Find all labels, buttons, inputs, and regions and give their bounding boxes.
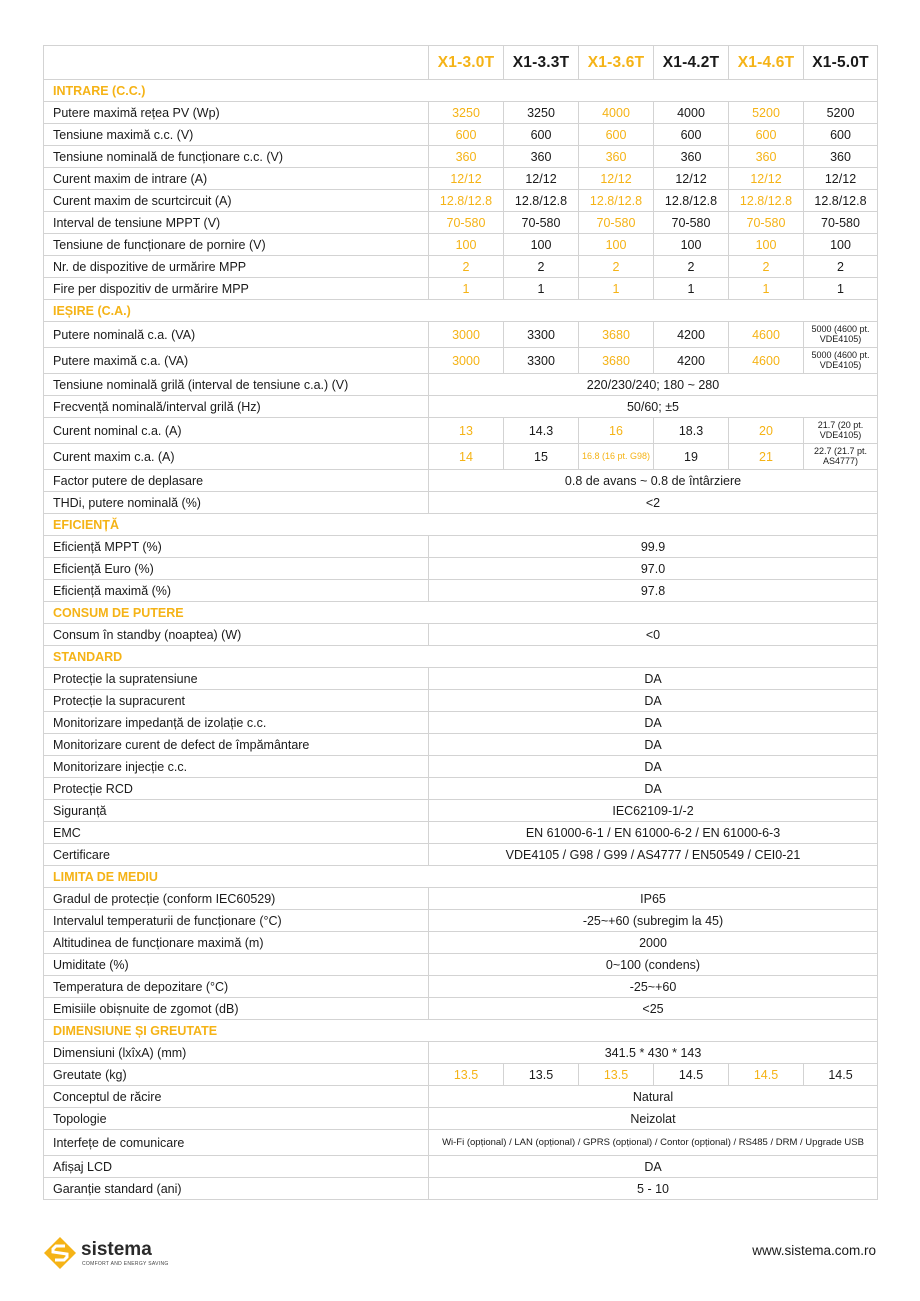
spec-value: 360 bbox=[579, 146, 654, 168]
spec-row bbox=[44, 190, 878, 212]
spec-value: 4600 bbox=[729, 322, 804, 348]
spec-value-merged: DA bbox=[429, 712, 878, 734]
spec-value-merged: DA bbox=[429, 668, 878, 690]
spec-value: 12.8/12.8 bbox=[654, 190, 729, 212]
spec-value: 21.7 (20 pt. VDE4105) bbox=[804, 418, 878, 444]
spec-value: 70-580 bbox=[579, 212, 654, 234]
spec-value: 14.5 bbox=[729, 1064, 804, 1086]
spec-row bbox=[44, 668, 878, 690]
spec-value: 12.8/12.8 bbox=[804, 190, 878, 212]
spec-value: 1 bbox=[804, 278, 878, 300]
spec-value: 2 bbox=[429, 256, 504, 278]
model-header-x1-4.6t: X1-4.6T bbox=[729, 46, 804, 80]
spec-row bbox=[44, 888, 878, 910]
spec-value: 70-580 bbox=[504, 212, 579, 234]
section-heading: IEȘIRE (C.A.) bbox=[44, 300, 878, 322]
spec-label: Curent maxim de scurtcircuit (A) bbox=[44, 190, 429, 212]
spec-label: Afișaj LCD bbox=[44, 1156, 429, 1178]
spec-value-merged: 0~100 (condens) bbox=[429, 954, 878, 976]
spec-row bbox=[44, 374, 878, 396]
spec-value: 360 bbox=[729, 146, 804, 168]
spec-row bbox=[44, 690, 878, 712]
spec-value: 360 bbox=[804, 146, 878, 168]
spec-value: 2 bbox=[654, 256, 729, 278]
spec-value: 12.8/12.8 bbox=[429, 190, 504, 212]
spec-value-merged: IEC62109-1/-2 bbox=[429, 800, 878, 822]
spec-value: 2 bbox=[504, 256, 579, 278]
spec-value: 100 bbox=[804, 234, 878, 256]
section-row bbox=[44, 514, 878, 536]
spec-value-merged: <25 bbox=[429, 998, 878, 1020]
spec-row bbox=[44, 1064, 878, 1086]
spec-value: 22.7 (21.7 pt. AS4777) bbox=[804, 444, 878, 470]
section-heading: LIMITA DE MEDIU bbox=[44, 866, 878, 888]
spec-value: 16 bbox=[579, 418, 654, 444]
spec-label: Monitorizare injecție c.c. bbox=[44, 756, 429, 778]
spec-label: Putere maximă c.a. (VA) bbox=[44, 348, 429, 374]
spec-row bbox=[44, 234, 878, 256]
spec-label: Temperatura de depozitare (°C) bbox=[44, 976, 429, 998]
spec-label: Tensiune nominală grilă (interval de tensiune c.a.) (V) bbox=[44, 374, 429, 396]
spec-value: 600 bbox=[654, 124, 729, 146]
spec-label: Frecvență nominală/interval grilă (Hz) bbox=[44, 396, 429, 418]
spec-row bbox=[44, 844, 878, 866]
spec-value-merged: 341.5 * 430 * 143 bbox=[429, 1042, 878, 1064]
spec-value: 70-580 bbox=[429, 212, 504, 234]
spec-value: 14.5 bbox=[804, 1064, 878, 1086]
section-row bbox=[44, 602, 878, 624]
section-row bbox=[44, 1020, 878, 1042]
spec-value: 14.3 bbox=[504, 418, 579, 444]
spec-value: 360 bbox=[654, 146, 729, 168]
spec-row bbox=[44, 492, 878, 514]
spec-value-merged: 97.8 bbox=[429, 580, 878, 602]
spec-value-merged: DA bbox=[429, 1156, 878, 1178]
spec-value: 12/12 bbox=[729, 168, 804, 190]
spec-label: Protecție la supracurent bbox=[44, 690, 429, 712]
spec-value: 1 bbox=[729, 278, 804, 300]
spec-label: Protecție RCD bbox=[44, 778, 429, 800]
spec-value: 360 bbox=[429, 146, 504, 168]
spec-row bbox=[44, 396, 878, 418]
spec-label: Gradul de protecție (conform IEC60529) bbox=[44, 888, 429, 910]
spec-table bbox=[43, 45, 878, 1200]
spec-value: 70-580 bbox=[729, 212, 804, 234]
spec-value: 2 bbox=[729, 256, 804, 278]
spec-value: 100 bbox=[654, 234, 729, 256]
spec-label: Nr. de dispozitive de urmărire MPP bbox=[44, 256, 429, 278]
model-header-x1-3.3t: X1-3.3T bbox=[504, 46, 579, 80]
spec-value: 3680 bbox=[579, 348, 654, 374]
spec-value-merged: IP65 bbox=[429, 888, 878, 910]
spec-value: 4200 bbox=[654, 348, 729, 374]
spec-label: Greutate (kg) bbox=[44, 1064, 429, 1086]
spec-value-merged: EN 61000-6-1 / EN 61000-6-2 / EN 61000-6-3 bbox=[429, 822, 878, 844]
spec-row bbox=[44, 470, 878, 492]
spec-value-merged: 0.8 de avans ~ 0.8 de întârziere bbox=[429, 470, 878, 492]
spec-label: Garanție standard (ani) bbox=[44, 1178, 429, 1200]
spec-value-merged: -25~+60 bbox=[429, 976, 878, 998]
model-header-x1-4.2t: X1-4.2T bbox=[654, 46, 729, 80]
spec-row bbox=[44, 778, 878, 800]
spec-value-merged: DA bbox=[429, 756, 878, 778]
spec-value: 12/12 bbox=[504, 168, 579, 190]
spec-value-merged: <2 bbox=[429, 492, 878, 514]
spec-value: 70-580 bbox=[654, 212, 729, 234]
spec-row bbox=[44, 822, 878, 844]
spec-row bbox=[44, 624, 878, 646]
spec-value: 600 bbox=[504, 124, 579, 146]
spec-row bbox=[44, 580, 878, 602]
spec-label: Putere maximă rețea PV (Wp) bbox=[44, 102, 429, 124]
sistema-logo[interactable] bbox=[43, 1236, 173, 1272]
spec-value: 100 bbox=[429, 234, 504, 256]
spec-value: 12/12 bbox=[579, 168, 654, 190]
spec-value: 1 bbox=[654, 278, 729, 300]
spec-row bbox=[44, 734, 878, 756]
spec-row bbox=[44, 932, 878, 954]
spec-value-merged: Neizolat bbox=[429, 1108, 878, 1130]
spec-label: Topologie bbox=[44, 1108, 429, 1130]
spec-value-merged: <0 bbox=[429, 624, 878, 646]
spec-value: 18.3 bbox=[654, 418, 729, 444]
section-row bbox=[44, 300, 878, 322]
section-heading: EFICIENȚĂ bbox=[44, 514, 878, 536]
spec-label: Intervalul temperaturii de funcționare (°C) bbox=[44, 910, 429, 932]
spec-value: 4600 bbox=[729, 348, 804, 374]
spec-value: 3250 bbox=[429, 102, 504, 124]
spec-label: Eficiență Euro (%) bbox=[44, 558, 429, 580]
spec-value: 5200 bbox=[729, 102, 804, 124]
spec-row bbox=[44, 102, 878, 124]
spec-value-merged: 220/230/240; 180 ~ 280 bbox=[429, 374, 878, 396]
spec-label: Curent maxim de intrare (A) bbox=[44, 168, 429, 190]
spec-value: 3000 bbox=[429, 348, 504, 374]
model-header-x1-5.0t: X1-5.0T bbox=[804, 46, 878, 80]
spec-value: 19 bbox=[654, 444, 729, 470]
brand-name: sistema bbox=[81, 1239, 152, 1260]
spec-value: 5000 (4600 pt. VDE4105) bbox=[804, 322, 878, 348]
spec-value: 100 bbox=[504, 234, 579, 256]
spec-row bbox=[44, 322, 878, 348]
section-heading: CONSUM DE PUTERE bbox=[44, 602, 878, 624]
spec-value: 1 bbox=[579, 278, 654, 300]
spec-value-merged: 50/60; ±5 bbox=[429, 396, 878, 418]
spec-value: 13.5 bbox=[579, 1064, 654, 1086]
spec-row bbox=[44, 256, 878, 278]
spec-value-merged: 5 - 10 bbox=[429, 1178, 878, 1200]
header-blank-cell bbox=[44, 46, 429, 80]
spec-value: 12.8/12.8 bbox=[729, 190, 804, 212]
spec-value: 15 bbox=[504, 444, 579, 470]
spec-row bbox=[44, 168, 878, 190]
spec-value: 12.8/12.8 bbox=[579, 190, 654, 212]
spec-row bbox=[44, 800, 878, 822]
spec-value: 4200 bbox=[654, 322, 729, 348]
spec-value: 12/12 bbox=[654, 168, 729, 190]
spec-row bbox=[44, 998, 878, 1020]
section-heading: DIMENSIUNE ȘI GREUTATE bbox=[44, 1020, 878, 1042]
spec-label: Tensiune maximă c.c. (V) bbox=[44, 124, 429, 146]
spec-label: Eficiență MPPT (%) bbox=[44, 536, 429, 558]
spec-label: Tensiune de funcționare de pornire (V) bbox=[44, 234, 429, 256]
spec-label: Certificare bbox=[44, 844, 429, 866]
spec-row bbox=[44, 1086, 878, 1108]
spec-label: Curent nominal c.a. (A) bbox=[44, 418, 429, 444]
spec-value-merged: DA bbox=[429, 778, 878, 800]
spec-label: Putere nominală c.a. (VA) bbox=[44, 322, 429, 348]
spec-row bbox=[44, 348, 878, 374]
spec-value: 2 bbox=[804, 256, 878, 278]
spec-label: EMC bbox=[44, 822, 429, 844]
spec-row bbox=[44, 1178, 878, 1200]
spec-row bbox=[44, 910, 878, 932]
spec-row bbox=[44, 1108, 878, 1130]
spec-label: Monitorizare curent de defect de împământare bbox=[44, 734, 429, 756]
spec-value: 13.5 bbox=[429, 1064, 504, 1086]
spec-value: 3680 bbox=[579, 322, 654, 348]
spec-label: Factor putere de deplasare bbox=[44, 470, 429, 492]
spec-value: 20 bbox=[729, 418, 804, 444]
spec-label: Interfețe de comunicare bbox=[44, 1130, 429, 1156]
spec-value-merged: VDE4105 / G98 / G99 / AS4777 / EN50549 / CEI0-21 bbox=[429, 844, 878, 866]
spec-label: Interval de tensiune MPPT (V) bbox=[44, 212, 429, 234]
spec-label: Dimensiuni (lxîxA) (mm) bbox=[44, 1042, 429, 1064]
brand-tagline: COMFORT AND ENERGY SAVING bbox=[82, 1261, 169, 1267]
spec-row bbox=[44, 1130, 878, 1156]
spec-value-merged: DA bbox=[429, 690, 878, 712]
spec-row bbox=[44, 1042, 878, 1064]
spec-label: Siguranță bbox=[44, 800, 429, 822]
spec-value: 12.8/12.8 bbox=[504, 190, 579, 212]
spec-value-merged: 97.0 bbox=[429, 558, 878, 580]
spec-label: Fire per dispozitiv de urmărire MPP bbox=[44, 278, 429, 300]
spec-label: Protecție la supratensiune bbox=[44, 668, 429, 690]
spec-value: 600 bbox=[729, 124, 804, 146]
spec-value: 12/12 bbox=[804, 168, 878, 190]
spec-label: Eficiență maximă (%) bbox=[44, 580, 429, 602]
model-header-row bbox=[44, 46, 878, 80]
model-header-x1-3.0t: X1-3.0T bbox=[429, 46, 504, 80]
spec-value-merged: 2000 bbox=[429, 932, 878, 954]
spec-value: 16.8 (16 pt. G98) bbox=[579, 444, 654, 470]
spec-row bbox=[44, 444, 878, 470]
spec-label: Umiditate (%) bbox=[44, 954, 429, 976]
spec-value: 13 bbox=[429, 418, 504, 444]
spec-value: 600 bbox=[429, 124, 504, 146]
spec-row bbox=[44, 756, 878, 778]
spec-value-merged: Wi-Fi (opțional) / LAN (opțional) / GPRS (opțional) / Contor (opțional) / RS485 / DRM / Upgrade USB bbox=[429, 1130, 878, 1156]
spec-row bbox=[44, 536, 878, 558]
spec-value: 100 bbox=[579, 234, 654, 256]
spec-value: 600 bbox=[804, 124, 878, 146]
spec-value-merged: DA bbox=[429, 734, 878, 756]
spec-value-merged: Natural bbox=[429, 1086, 878, 1108]
spec-value: 360 bbox=[504, 146, 579, 168]
spec-value: 14 bbox=[429, 444, 504, 470]
spec-value: 2 bbox=[579, 256, 654, 278]
section-row bbox=[44, 866, 878, 888]
spec-row bbox=[44, 146, 878, 168]
section-heading: STANDARD bbox=[44, 646, 878, 668]
spec-row bbox=[44, 124, 878, 146]
spec-value: 100 bbox=[729, 234, 804, 256]
spec-value-merged: 99.9 bbox=[429, 536, 878, 558]
spec-row bbox=[44, 558, 878, 580]
spec-label: Emisiile obișnuite de zgomot (dB) bbox=[44, 998, 429, 1020]
spec-label: THDi, putere nominală (%) bbox=[44, 492, 429, 514]
section-heading: INTRARE (C.C.) bbox=[44, 80, 878, 102]
section-row bbox=[44, 646, 878, 668]
spec-value: 12/12 bbox=[429, 168, 504, 190]
spec-row bbox=[44, 712, 878, 734]
spec-value: 1 bbox=[504, 278, 579, 300]
spec-row bbox=[44, 1156, 878, 1178]
spec-label: Altitudinea de funcționare maximă (m) bbox=[44, 932, 429, 954]
spec-value: 13.5 bbox=[504, 1064, 579, 1086]
spec-value: 3300 bbox=[504, 322, 579, 348]
spec-value: 3300 bbox=[504, 348, 579, 374]
spec-value: 70-580 bbox=[804, 212, 878, 234]
spec-value: 21 bbox=[729, 444, 804, 470]
spec-value-merged: -25~+60 (subregim la 45) bbox=[429, 910, 878, 932]
model-header-x1-3.6t: X1-3.6T bbox=[579, 46, 654, 80]
spec-label: Conceptul de răcire bbox=[44, 1086, 429, 1108]
spec-value: 4000 bbox=[654, 102, 729, 124]
spec-row bbox=[44, 212, 878, 234]
website-link[interactable]: www.sistema.com.ro bbox=[752, 1243, 876, 1258]
spec-value: 600 bbox=[579, 124, 654, 146]
spec-label: Tensiune nominală de funcționare c.c. (V) bbox=[44, 146, 429, 168]
logo-mark-icon bbox=[43, 1236, 77, 1270]
spec-row bbox=[44, 418, 878, 444]
spec-label: Monitorizare impedanță de izolație c.c. bbox=[44, 712, 429, 734]
spec-value: 14.5 bbox=[654, 1064, 729, 1086]
spec-value: 3000 bbox=[429, 322, 504, 348]
spec-value: 5000 (4600 pt. VDE4105) bbox=[804, 348, 878, 374]
section-row bbox=[44, 80, 878, 102]
spec-row bbox=[44, 278, 878, 300]
spec-value: 4000 bbox=[579, 102, 654, 124]
spec-value: 3250 bbox=[504, 102, 579, 124]
spec-label: Curent maxim c.a. (A) bbox=[44, 444, 429, 470]
spec-row bbox=[44, 976, 878, 998]
spec-value: 5200 bbox=[804, 102, 878, 124]
spec-value: 1 bbox=[429, 278, 504, 300]
spec-row bbox=[44, 954, 878, 976]
spec-label: Consum în standby (noaptea) (W) bbox=[44, 624, 429, 646]
